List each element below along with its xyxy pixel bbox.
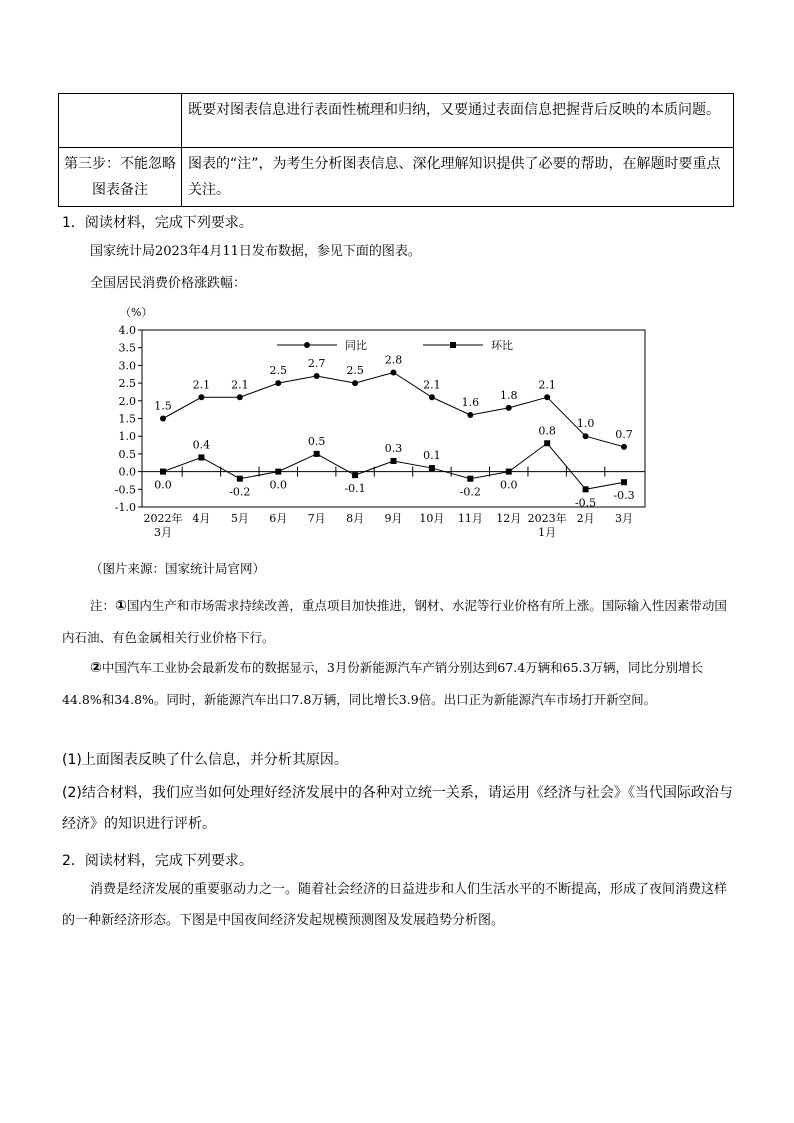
- data-label: -0.2: [229, 485, 251, 499]
- data-point: [506, 469, 512, 475]
- data-point: [160, 416, 166, 422]
- question-2-heading: 2．阅读材料，完成下列要求。: [62, 853, 253, 869]
- x-tick-label: 7月: [307, 512, 326, 525]
- data-point: [621, 444, 627, 450]
- x-tick-label: 6月: [269, 512, 288, 525]
- y-tick-label: 0.0: [118, 465, 136, 479]
- data-label: -0.2: [459, 485, 481, 499]
- x-tick-label: 2022年 3月: [143, 512, 183, 539]
- data-point: [544, 394, 550, 400]
- data-point: [352, 380, 358, 386]
- x-tick-label: 10月: [419, 512, 445, 525]
- x-tick-label: 11月: [457, 512, 483, 525]
- data-label: 0.3: [384, 441, 403, 455]
- data-label: 1.5: [154, 399, 172, 413]
- data-label: 0.0: [500, 478, 518, 492]
- data-label: 1.8: [500, 388, 518, 402]
- data-point: [429, 394, 435, 400]
- q2-text: 消费是经济发展的重要驱动力之一。随着社会经济的日益进步和人们生活水平的不断提高，形成了夜间消费这样的一种新经济形态。下图是中国夜间经济发起规模预测图及发展趋势分析图。: [62, 882, 728, 928]
- x-tick-label: 8月: [346, 512, 365, 525]
- data-label: 0.4: [192, 438, 211, 452]
- step-cell: [59, 148, 182, 207]
- y-tick-label: 1.0: [118, 430, 136, 444]
- table-row: [59, 148, 734, 207]
- note-1-mark: ①: [115, 598, 127, 614]
- y-tick-label: 4.0: [118, 324, 136, 337]
- data-point: [237, 476, 243, 482]
- legend-marker-circle: [304, 342, 310, 348]
- data-label: 0.1: [423, 449, 441, 463]
- data-point: [544, 440, 550, 446]
- data-point: [391, 369, 397, 375]
- y-tick-label: 3.0: [118, 359, 136, 373]
- note-2-mark: ②: [90, 660, 102, 676]
- chart-caption: 全国居民消费价格涨跌幅：: [90, 276, 247, 291]
- note-2-text: 中国汽车工业协会最新发布的数据显示，3月份新能源汽车产销分别达到67.4万辆和65.3万辆，同比分别增长44.8%和34.8%。同时，新能源汽车出口7.8万辆，同比增长3.9倍。出口正为新能源汽车市场打开新空间。: [62, 660, 703, 707]
- data-label: 2.1: [231, 378, 249, 392]
- data-point: [314, 451, 320, 457]
- y-tick-label: 2.0: [118, 394, 136, 408]
- data-label: 2.1: [192, 378, 211, 392]
- data-point: [314, 373, 320, 379]
- x-tick-label: 12月: [496, 512, 522, 525]
- step-title-line2: 图表备注: [92, 182, 148, 198]
- data-point: [467, 476, 473, 482]
- data-label: 0.5: [307, 434, 326, 448]
- data-label: -0.1: [344, 482, 366, 496]
- sub-question-1: (1)上面图表反映了什么信息，并分析其原因。: [62, 752, 348, 768]
- data-label: 2.5: [269, 364, 287, 378]
- note-1: [62, 590, 734, 653]
- data-point: [429, 465, 435, 471]
- step-title-line1: 第三步：不能忽略: [64, 156, 176, 172]
- image-source: （图片来源：国家统计局官网）: [90, 561, 266, 576]
- y-tick-label: 1.5: [118, 412, 136, 426]
- x-tick-label: 2023年 1月: [527, 512, 567, 539]
- y-tick-label: -1.0: [114, 501, 136, 514]
- content-cell: 图表的“注”，为考生分析图表信息、深化理解知识提供了必要的帮助，在解题时要重点关注。: [182, 148, 734, 207]
- data-label: 0.8: [538, 424, 556, 438]
- data-label: 2.1: [423, 378, 441, 392]
- x-tick-label: 2月: [576, 512, 595, 525]
- data-label: 2.7: [307, 357, 326, 371]
- data-point: [506, 405, 512, 411]
- data-label: 2.1: [538, 378, 556, 392]
- data-point: [275, 469, 281, 475]
- y-tick-label: -0.5: [114, 483, 136, 497]
- data-point: [237, 394, 243, 400]
- step-cell: [59, 94, 182, 148]
- note-1-text: 国内生产和市场需求持续改善，重点项目加快推进，钢材、水泥等行业价格有所上涨。国际输入性因素带动国内石油、有色金属相关行业价格下行。: [62, 598, 727, 645]
- legend-label: 同比: [345, 339, 367, 352]
- data-point: [275, 380, 281, 386]
- data-label: 0.0: [154, 478, 172, 492]
- data-point: [583, 486, 589, 492]
- note-2: [62, 652, 734, 715]
- question-1-heading: 1．阅读材料，完成下列要求。: [62, 215, 253, 231]
- note-prefix: 注：: [90, 598, 116, 613]
- data-label: -0.5: [574, 496, 597, 510]
- data-point: [198, 454, 204, 460]
- data-label: -0.3: [613, 489, 635, 503]
- legend-marker-square: [450, 342, 456, 348]
- data-label: 1.6: [461, 395, 480, 409]
- data-point: [160, 469, 166, 475]
- data-label: 0.0: [269, 478, 287, 492]
- x-tick-label: 9月: [384, 512, 403, 525]
- content-cell: 既要对图表信息进行表面性梳理和归纳，又要通过表面信息把握背后反映的本质问题。: [182, 94, 734, 148]
- x-tick-label: 5月: [230, 512, 249, 525]
- method-table: [58, 93, 734, 207]
- legend-label: 环比: [491, 339, 513, 352]
- y-tick-label: 0.5: [118, 447, 136, 461]
- data-point: [391, 458, 397, 464]
- y-tick-label: 2.5: [118, 377, 136, 391]
- sub-question-2: (2)结合材料，我们应当如何处理好经济发展中的各种对立统一关系，请运用《经济与社会》《当代国际政治与经济》的知识进行评析。: [62, 785, 733, 832]
- y-axis-label: （%）: [120, 306, 153, 319]
- data-point: [583, 433, 589, 439]
- data-label: 2.8: [384, 353, 403, 367]
- cpi-line-chart: [112, 302, 682, 552]
- data-point: [352, 472, 358, 478]
- data-point: [621, 479, 627, 485]
- data-label: 1.0: [576, 417, 595, 431]
- data-label: 2.5: [346, 364, 364, 378]
- x-tick-label: 4月: [192, 512, 211, 525]
- table-row: [59, 94, 734, 148]
- y-tick-label: 3.5: [118, 341, 136, 355]
- data-label: 0.7: [615, 427, 633, 441]
- data-point: [198, 394, 204, 400]
- x-tick-label: 3月: [615, 512, 633, 525]
- data-point: [467, 412, 473, 418]
- q1-intro: 国家统计局2023年4月11日发布数据，参见下面的图表。: [90, 244, 421, 259]
